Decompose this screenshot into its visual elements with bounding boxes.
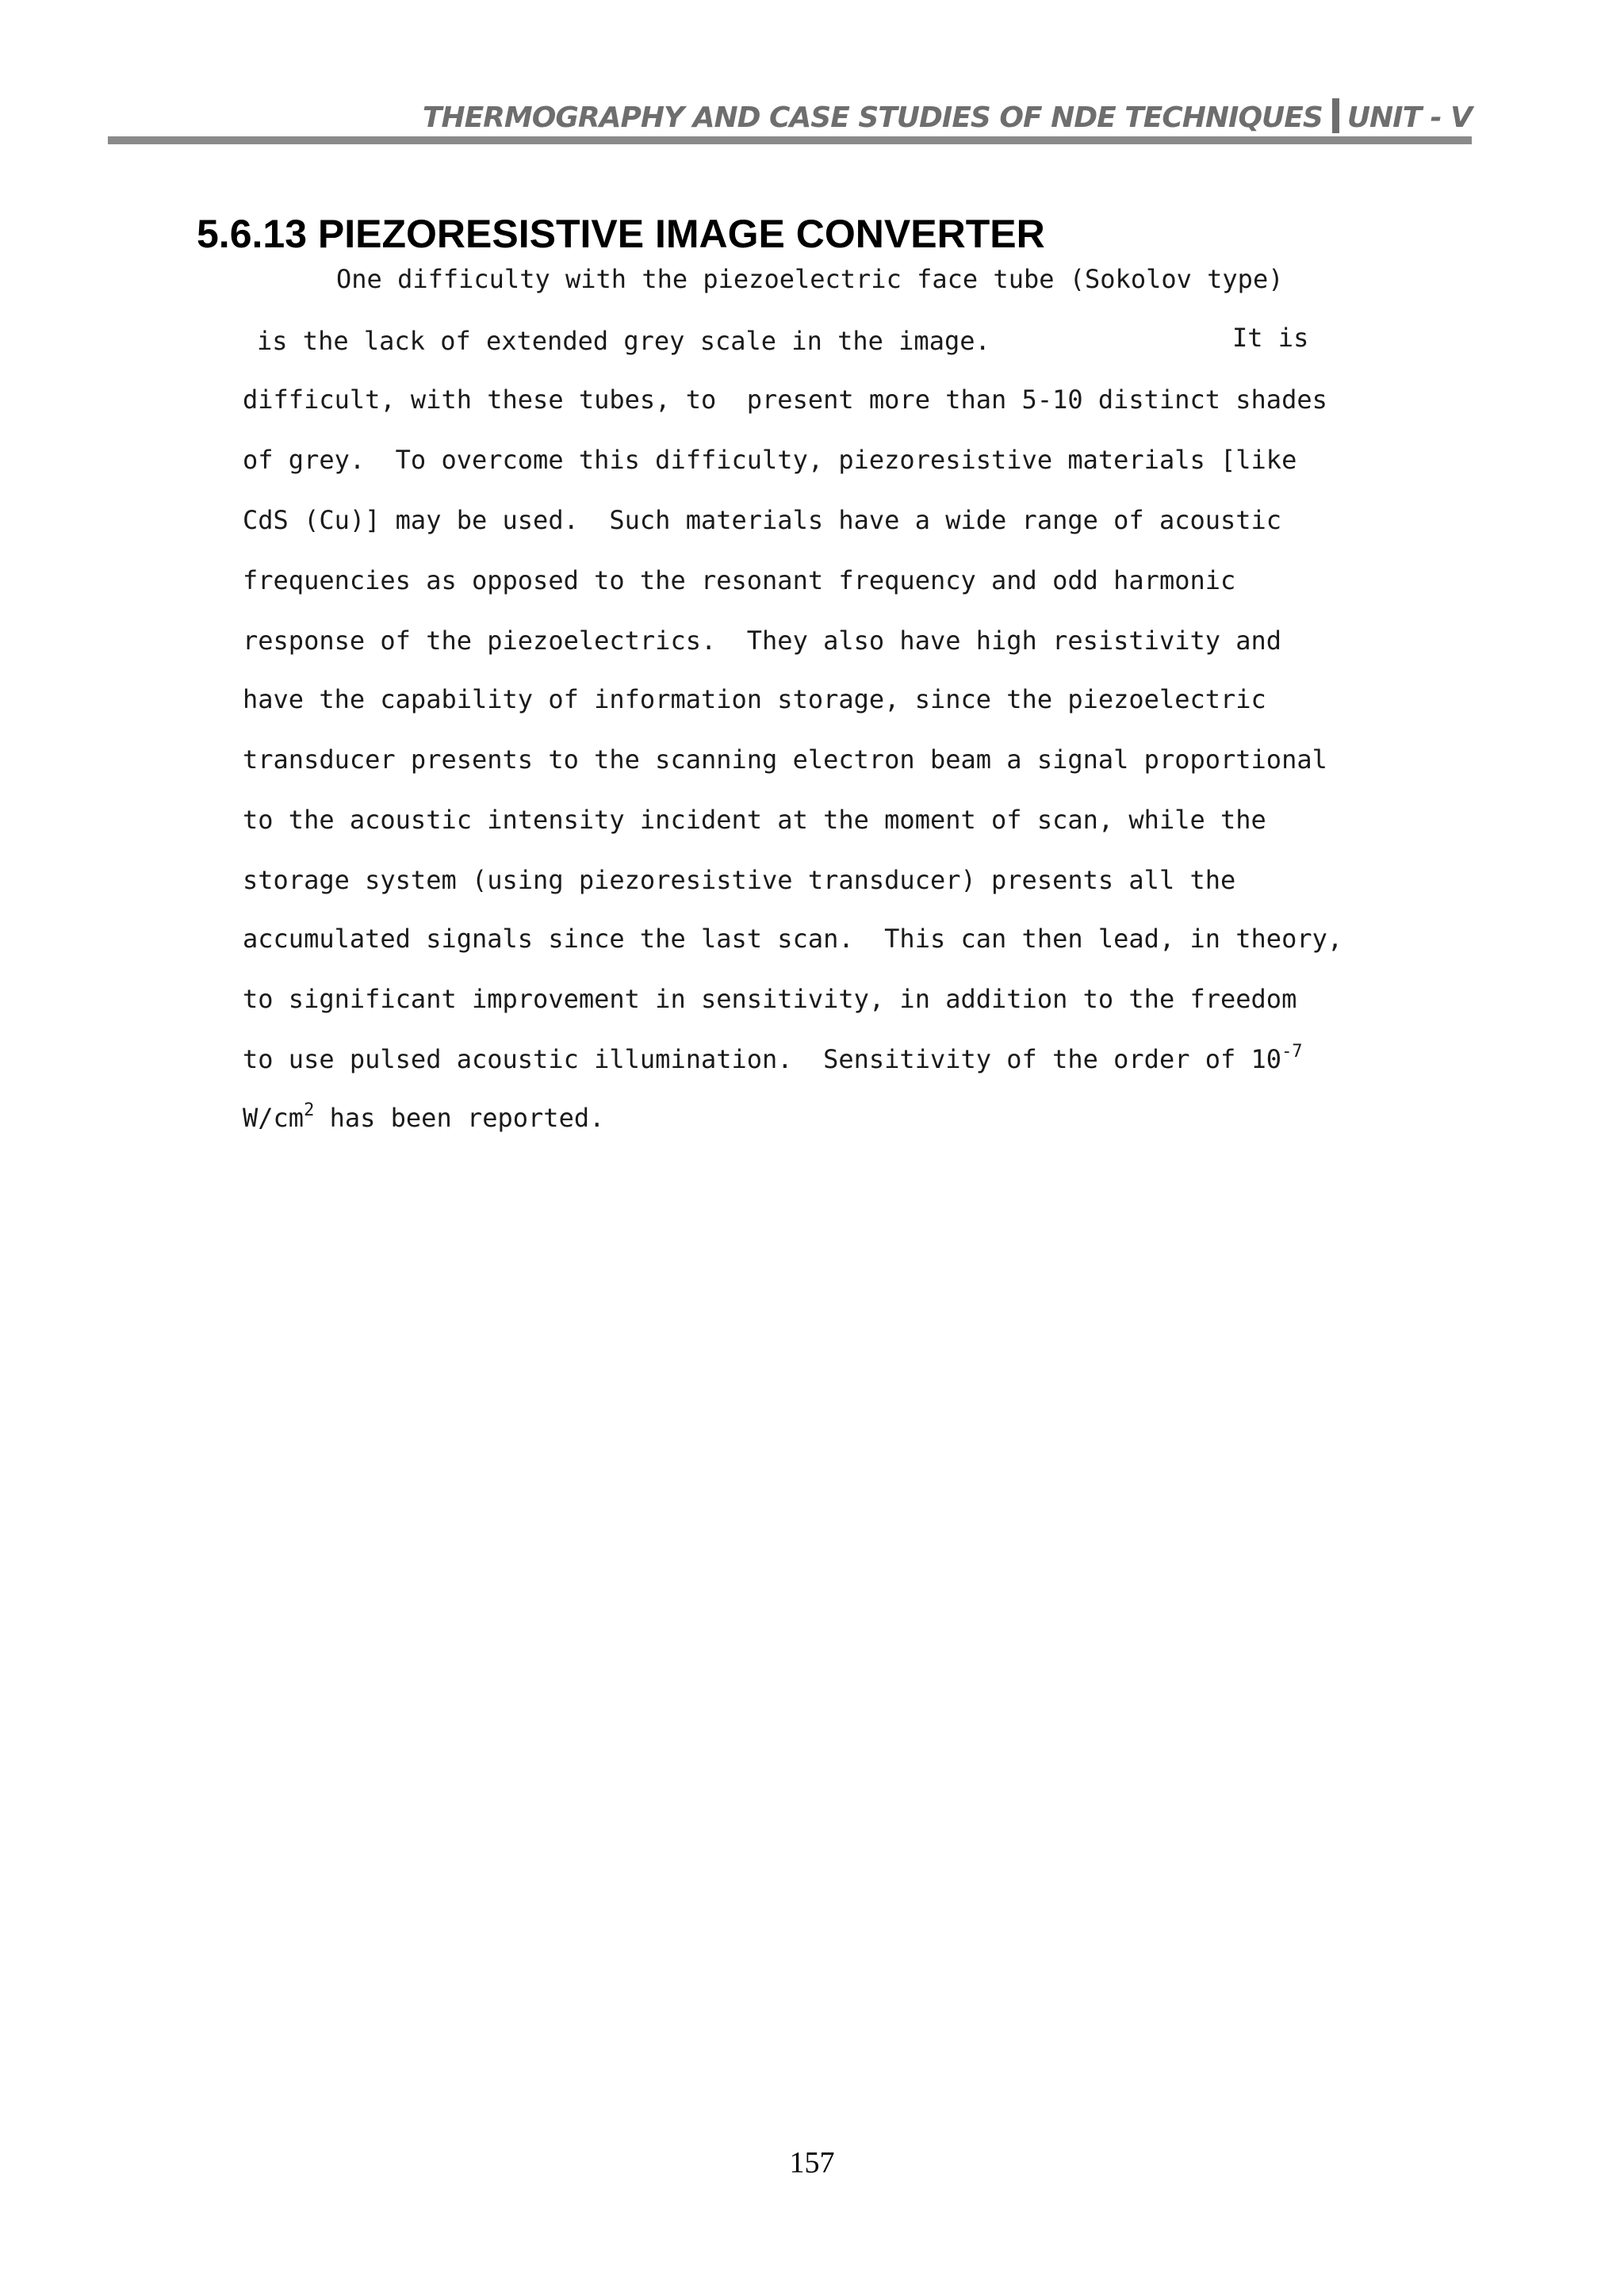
header-title: THERMOGRAPHY AND CASE STUDIES OF NDE TECHNIQUES [422, 101, 1323, 134]
body-line-2-end: It is [1232, 323, 1309, 353]
area-power-superscript: 2 [304, 1100, 315, 1120]
header-unit: UNIT - V [1346, 101, 1472, 134]
body-line-1: One difficulty with the piezoelectric face tube (Sokolov type) [336, 264, 1284, 294]
body-line-7: response of the piezoelectrics. They also have high resistivity and [243, 626, 1282, 656]
body-line-8: have the capability of information storage, since the piezoelectric [243, 684, 1266, 714]
body-line-13: to significant improvement in sensitivity, in addition to the freedom [243, 984, 1297, 1014]
body-line-6: frequencies as opposed to the resonant frequency and odd harmonic [243, 565, 1236, 595]
header-separator [1332, 98, 1339, 133]
body-line-3: difficult, with these tubes, to present more than 5-10 distinct shades [243, 385, 1327, 415]
body-line-14 [243, 1042, 1303, 1077]
header-text [423, 98, 1472, 134]
body-line-2: is the lack of extended grey scale in the image. [257, 326, 990, 356]
reported-text: has been reported. [314, 1103, 605, 1133]
running-header [108, 94, 1472, 143]
body-line-9: transducer presents to the scanning electron beam a signal proportional [243, 744, 1327, 775]
body-line-11: storage system (using piezoresistive transducer) presents all the [243, 865, 1236, 895]
unit-text: W/cm [243, 1103, 304, 1133]
page-number: 157 [789, 2146, 835, 2179]
body-line-5: CdS (Cu)] may be used. Such materials have a wide range of acoustic [243, 505, 1282, 535]
exponent-superscript: -7 [1281, 1042, 1303, 1062]
section-title: 5.6.13 PIEZORESISTIVE IMAGE CONVERTER [197, 212, 1045, 256]
body-line-12: accumulated signals since the last scan. This can then lead, in theory, [243, 924, 1343, 954]
sensitivity-text: to use pulsed acoustic illumination. Sensitivity of the order of 10 [243, 1044, 1282, 1074]
header-rule [108, 136, 1472, 144]
body-line-15 [243, 1100, 604, 1135]
body-line-4: of grey. To overcome this difficulty, piezoresistive materials [like [243, 445, 1297, 475]
body-line-10: to the acoustic intensity incident at the moment of scan, while the [243, 805, 1266, 835]
